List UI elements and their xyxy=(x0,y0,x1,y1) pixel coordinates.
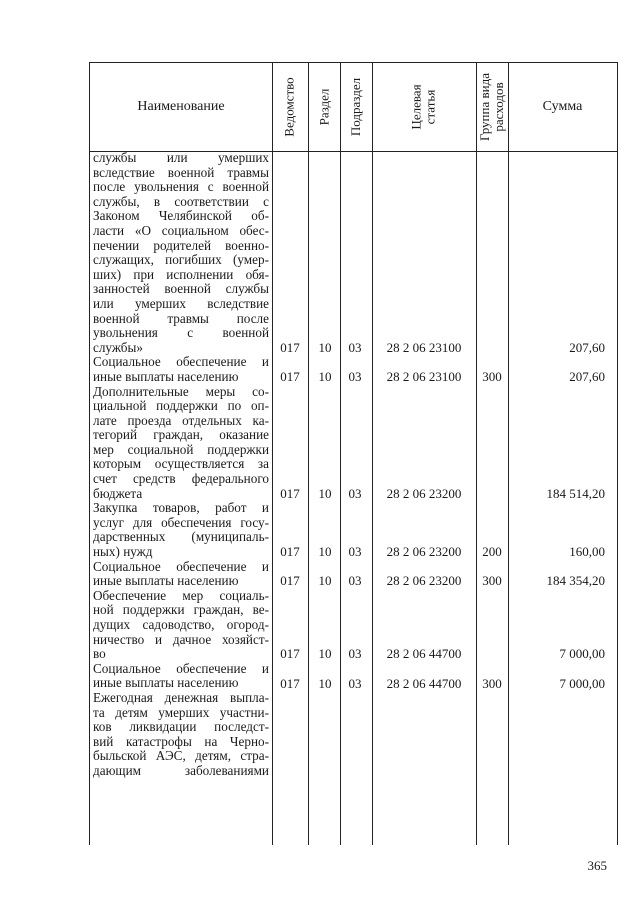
name-line: Дополнительные меры со- xyxy=(93,383,269,399)
name-line: Социальное обеспечение и xyxy=(93,558,269,574)
column-divider xyxy=(308,62,309,845)
header-gruppa-line2: расходов xyxy=(491,82,507,132)
header-podrazdel-label: Подраздел xyxy=(348,77,364,137)
header-celevaya-line2: статья xyxy=(422,89,438,125)
cell-celevaya-statya: 28 2 06 44700 xyxy=(386,675,462,691)
name-line: ной поддержки граждан, ве- xyxy=(93,602,269,618)
cell-celevaya-statya: 28 2 06 44700 xyxy=(386,646,462,662)
name-line: службы» xyxy=(93,339,143,355)
cell-summa: 207,60 xyxy=(569,369,605,384)
column-divider xyxy=(617,62,618,845)
name-line: занностей военной службы xyxy=(93,281,269,297)
cell-summa: 184 514,20 xyxy=(546,485,605,501)
name-line: Законом Челябинской об- xyxy=(93,208,269,224)
name-line: вий катастрофы на Черно- xyxy=(93,733,269,749)
cell-gruppa-vida: 300 xyxy=(482,573,502,589)
cell-podrazdel: 03 xyxy=(348,369,362,384)
name-line: дущих садоводство, огород- xyxy=(93,617,269,632)
name-line: ков ликвидации последст- xyxy=(93,719,269,735)
cell-vedomstvo: 017 xyxy=(280,544,300,560)
name-line: которым осуществляется за xyxy=(93,456,269,472)
column-divider xyxy=(508,62,509,845)
name-line: военной травмы после xyxy=(93,310,269,326)
name-line: вследствие военной травмы xyxy=(93,164,269,180)
header-gruppa-vida xyxy=(476,62,508,152)
header-celevaya-line1: Целевая xyxy=(408,84,424,130)
cell-summa: 160,00 xyxy=(569,544,605,560)
name-line: во xyxy=(93,646,106,662)
cell-podrazdel: 03 xyxy=(348,339,362,355)
name-line: Ежегодная денежная выпла- xyxy=(93,689,269,705)
cell-gruppa-vida: 300 xyxy=(482,369,502,384)
name-line: ных) нужд xyxy=(93,544,153,560)
name-line: бюджета xyxy=(93,485,143,501)
cell-podrazdel: 03 xyxy=(348,675,362,691)
name-line: службы, в соответствии с xyxy=(93,193,269,209)
header-podrazdel xyxy=(340,62,372,152)
cell-gruppa-vida: 200 xyxy=(482,544,502,560)
cell-razdel: 10 xyxy=(318,485,332,501)
name-line: Обеспечение мер социаль- xyxy=(93,587,269,603)
cell-summa: 7 000,00 xyxy=(559,675,605,691)
header-celevaya-statya xyxy=(372,62,476,152)
name-line: лате проезда отдельных ка- xyxy=(93,412,269,428)
name-line: циальной поддержки по оп- xyxy=(93,398,269,414)
cell-razdel: 10 xyxy=(318,573,332,589)
cell-podrazdel: 03 xyxy=(348,544,362,560)
cell-vedomstvo: 017 xyxy=(280,675,300,691)
cell-celevaya-statya: 28 2 06 23200 xyxy=(386,573,462,589)
name-line: после увольнения с военной xyxy=(93,179,269,195)
header-razdel xyxy=(308,62,340,152)
name-line: счет средств федерального xyxy=(93,471,269,487)
name-line: мер социальной поддержки xyxy=(93,441,269,457)
cell-vedomstvo: 017 xyxy=(280,339,300,355)
name-line: или умерших вследствие xyxy=(93,295,269,311)
header-vedomstvo xyxy=(272,62,308,152)
column-divider xyxy=(272,62,273,845)
cell-summa: 207,60 xyxy=(569,339,605,355)
name-line: быльской АЭС, детям, стра- xyxy=(93,748,269,764)
cell-razdel: 10 xyxy=(318,339,332,355)
header-name xyxy=(89,62,273,152)
name-line: дающим заболеваниями xyxy=(93,762,269,778)
cell-summa: 7 000,00 xyxy=(559,646,605,662)
name-line: Социальное обеспечение и xyxy=(93,354,269,370)
cell-celevaya-statya: 28 2 06 23100 xyxy=(386,339,462,355)
name-line: тегорий граждан, оказание xyxy=(93,427,269,443)
cell-celevaya-statya: 28 2 06 23200 xyxy=(386,544,462,560)
name-line: дарственных (муниципаль- xyxy=(93,529,269,545)
cell-podrazdel: 03 xyxy=(348,485,362,501)
page-number: 365 xyxy=(587,858,607,873)
name-line: служащих, погибших (умер- xyxy=(93,252,269,268)
header-summa xyxy=(508,62,617,152)
cell-vedomstvo: 017 xyxy=(280,485,300,501)
name-line: службы или умерших xyxy=(93,150,269,165)
cell-razdel: 10 xyxy=(318,369,332,384)
header-gruppa-line1: Группа вида xyxy=(477,73,493,141)
cell-vedomstvo: 017 xyxy=(280,646,300,662)
name-line: та детям умерших участни- xyxy=(93,704,269,720)
name-line: услуг для обеспечения госу- xyxy=(93,514,269,530)
name-line: ших) при исполнении обя- xyxy=(93,266,269,282)
cell-podrazdel: 03 xyxy=(348,646,362,662)
name-line: печении родителей военно- xyxy=(93,237,269,253)
column-divider xyxy=(89,62,90,845)
column-divider xyxy=(340,62,341,845)
name-line: ласти «О социальном обес- xyxy=(93,222,269,238)
name-line: иные выплаты населению xyxy=(93,573,239,589)
cell-razdel: 10 xyxy=(318,675,332,691)
header-gruppa-vida-label xyxy=(478,73,506,141)
cell-gruppa-vida: 300 xyxy=(482,675,502,691)
cell-summa: 184 354,20 xyxy=(546,573,605,589)
column-divider xyxy=(372,62,373,845)
header-summa-label: Сумма xyxy=(542,99,583,114)
cell-vedomstvo: 017 xyxy=(280,369,300,384)
cell-vedomstvo: 017 xyxy=(280,573,300,589)
column-divider xyxy=(476,62,477,845)
name-line: иные выплаты населению xyxy=(93,675,239,691)
name-line: ничество и дачное хозяйст- xyxy=(93,631,269,647)
cell-podrazdel: 03 xyxy=(348,573,362,589)
cell-celevaya-statya: 28 2 06 23200 xyxy=(386,485,462,501)
cell-razdel: 10 xyxy=(318,544,332,560)
cell-razdel: 10 xyxy=(318,646,332,662)
header-name-label: Наименование xyxy=(137,99,225,114)
name-line: иные выплаты населению xyxy=(93,368,239,384)
name-line: Закупка товаров, работ и xyxy=(93,500,269,516)
header-celevaya-statya-label xyxy=(410,84,438,129)
header-vedomstvo-label: Ведомство xyxy=(282,77,297,137)
header-razdel-label: Раздел xyxy=(316,88,331,126)
name-line: Социальное обеспечение и xyxy=(93,660,269,676)
name-line: увольнения с военной xyxy=(93,325,269,341)
cell-celevaya-statya: 28 2 06 23100 xyxy=(386,369,462,384)
name-column xyxy=(93,151,269,779)
